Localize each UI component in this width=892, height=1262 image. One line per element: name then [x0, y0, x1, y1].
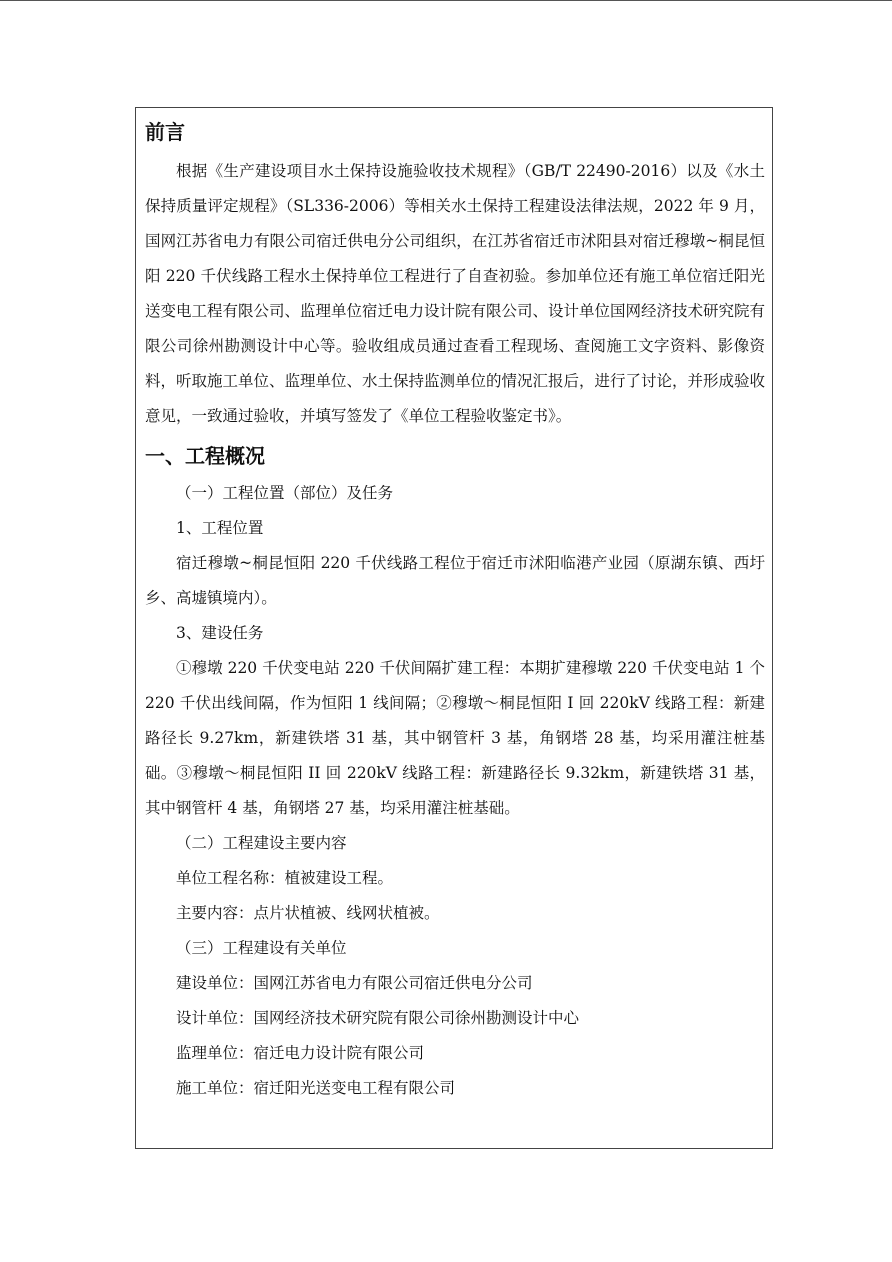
top-rule [0, 0, 892, 1]
section1-heading: 一、工程概况 [145, 444, 265, 468]
document-content [145, 114, 765, 1106]
preface-body: 根据《生产建设项目水土保持设施验收技术规程》（GB/T 22490-2016）以及《水土保持质量评定规程》（SL336-2006）等相关水土保持工程建设法律法规，2022 年 9 月，国网江苏省电力有限公司宿迁供电分公司组织，在江苏省宿迁市沭阳县对宿迁穆墩~桐昆恒阳 220 千伏线路工程水土保持单位工程进行了自查初验。参加单位还有施工单位宿迁阳光送变电工程有限公司、监理单位宿迁电力设计院有限公司、设计单位国网经济技术研究院有限公司徐州勘测设计中心等。验收组成员通过查看工程现场、查阅施工文字资料、影像资料，听取施工单位、监理单位、水土保持监测单位的情况汇报后，进行了讨论，并形成验收意见，一致通过验收，并填写签发了《单位工程验收鉴定书》。 [145, 162, 766, 425]
unit-name: 单位工程名称：植被建设工程。 [176, 869, 394, 887]
design-unit: 设计单位：国网经济技术研究院有限公司徐州勘测设计中心 [176, 1009, 580, 1027]
tasks-title: 3、建设任务 [176, 624, 264, 642]
contractor-unit: 施工单位：宿迁阳光送变电工程有限公司 [176, 1079, 456, 1097]
tasks-body: ①穆墩 220 千伏变电站 220 千伏间隔扩建工程：本期扩建穆墩 220 千伏变电站 1 个 220 千伏出线间隔，作为恒阳 1 线间隔；②穆墩～桐昆恒阳 I 回 220kV 线路工程：新建路径长 9.27km，新建铁塔 31 基，其中钢管杆 3 基，角钢塔 28 基，均采用灌注桩基础。③穆墩～桐昆恒阳 II 回 220kV 线路工程：新建路径长 9.32km，新建铁塔 31 基，其中钢管杆 4 基，角钢塔 27 基，均采用灌注桩基础。 [145, 659, 765, 817]
location-title: 1、工程位置 [176, 519, 264, 537]
document-frame [135, 107, 773, 1149]
construction-unit: 建设单位：国网江苏省电力有限公司宿迁供电分公司 [176, 974, 533, 992]
main-content: 主要内容：点片状植被、线网状植被。 [176, 904, 440, 922]
preface-heading: 前言 [145, 120, 185, 144]
sub1-title: （一）工程位置（部位）及任务 [176, 484, 394, 502]
sub3-title: （三）工程建设有关单位 [176, 939, 347, 957]
supervision-unit: 监理单位：宿迁电力设计院有限公司 [176, 1044, 425, 1062]
location-body: 宿迁穆墩~桐昆恒阳 220 千伏线路工程位于宿迁市沭阳临港产业园（原湖东镇、西圩乡、高墟镇境内）。 [145, 554, 765, 607]
sub2-title: （二）工程建设主要内容 [176, 834, 347, 852]
